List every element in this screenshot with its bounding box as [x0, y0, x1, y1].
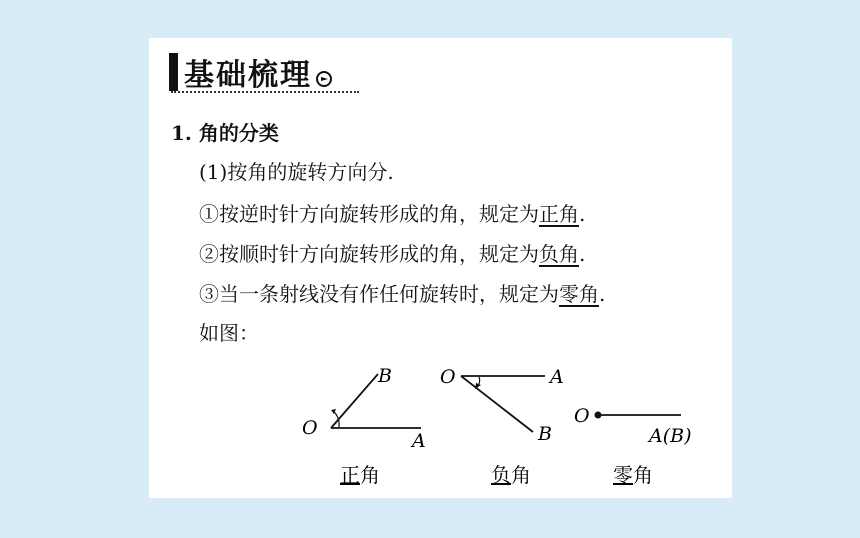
label-ab: A(B) — [649, 425, 692, 447]
caption-underlined: 正 — [340, 463, 360, 487]
section-title-text: 角的分类 — [198, 121, 279, 145]
item-text: ②按顺时针方向旋转形成的角，规定为 — [199, 242, 539, 266]
term-negative: 负角 — [539, 242, 579, 266]
item-zero-angle — [199, 281, 605, 307]
caption-positive — [340, 463, 380, 487]
arrow-circle-icon — [316, 71, 332, 87]
figure-positive-angle — [302, 365, 426, 487]
label-b: B — [378, 365, 392, 387]
item-positive-angle — [199, 201, 585, 227]
heading-bar — [169, 53, 178, 91]
content-card — [149, 38, 732, 498]
heading-divider — [171, 91, 359, 93]
figure-negative-angle — [440, 366, 564, 487]
item-negative-angle — [199, 241, 585, 267]
label-o: O — [574, 405, 590, 427]
caption-rest: 角 — [511, 463, 531, 487]
item-text: ③当一条射线没有作任何旋转时，规定为 — [199, 282, 559, 306]
caption-zero — [613, 463, 653, 487]
angle-figures — [149, 358, 732, 498]
section-heading — [169, 50, 332, 94]
ray-ob — [461, 376, 533, 432]
figure-zero-angle — [574, 405, 692, 487]
section-title — [171, 120, 279, 146]
caption-underlined: 零 — [613, 463, 633, 487]
item-suffix: . — [579, 202, 586, 226]
heading-title: 基础梳理 — [184, 58, 312, 93]
term-zero: 零角 — [559, 282, 599, 306]
item-suffix: . — [599, 282, 606, 306]
section-number: 1. — [171, 121, 192, 145]
label-b: B — [538, 423, 552, 445]
item-text: ①按逆时针方向旋转形成的角，规定为 — [199, 202, 539, 226]
term-positive: 正角 — [539, 202, 579, 226]
label-a: A — [412, 430, 426, 452]
figure-intro: 如图： — [199, 321, 259, 345]
label-o: O — [302, 417, 318, 439]
caption-negative — [491, 463, 531, 487]
item-suffix: . — [579, 242, 586, 266]
label-o: O — [440, 366, 456, 388]
caption-rest: 角 — [360, 463, 380, 487]
label-a: A — [550, 366, 564, 388]
caption-rest: 角 — [633, 463, 653, 487]
caption-underlined: 负 — [491, 463, 511, 487]
subsection-1: (1)按角的旋转方向分. — [199, 160, 394, 184]
